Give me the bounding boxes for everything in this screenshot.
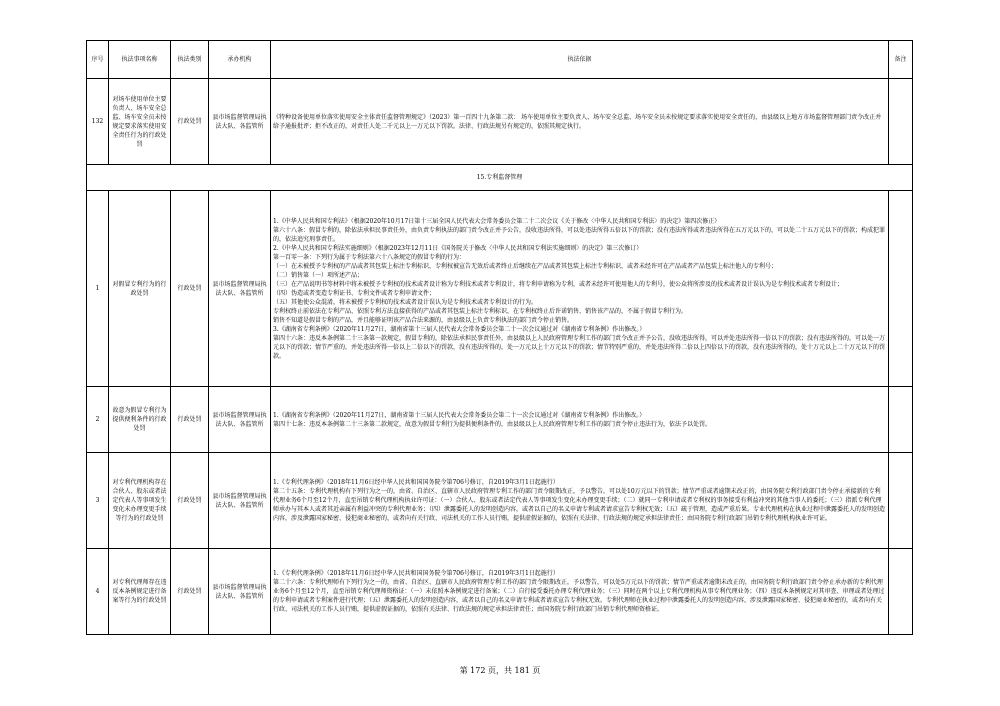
basis-paragraph: 销售不知道是假冒专利的产品，并且能够证明该产品合法来源的，由县级以上负责专利执法的部门责令停止销售。 bbox=[273, 316, 574, 324]
remarks bbox=[889, 549, 913, 635]
handling-agency: 县市场监督管理局执法大队、各监管所 bbox=[209, 79, 271, 165]
basis-paragraph: 1.《专利代理条例》（2018年11月6日经中华人民共和国国务院令第706号修订，自2019年3月1日起施行） bbox=[273, 570, 559, 577]
enforcement-category: 行政处罚 bbox=[171, 387, 209, 453]
item-name: 对专利代理机构存在合伙人、股东或者法定代表人等事项发生变化未办理变更手续等行为的行政处罚 bbox=[109, 453, 171, 549]
basis-paragraph: （二）销售第（一）项所述产品； bbox=[273, 271, 364, 279]
item-name: 对假冒专利行为的行政处罚 bbox=[109, 191, 171, 387]
enforcement-category: 行政处罚 bbox=[171, 191, 209, 387]
basis-paragraph: （三）在产品说明书等材料中将未被授予专利权的技术或者设计称为专利技术或者专利设计，将专利申请称为专利，或者未经许可使用他人的专利号，使公众将所涉及的技术或者设计误认为是专利技术或者专利设计； bbox=[273, 280, 844, 288]
handling-agency: 县市场监督管理局执法大队、各监管所 bbox=[209, 549, 271, 635]
basis-paragraph: 1.《湖南省专利条例》（2020年11月27日，湖南省第十三届人民代表大会常务委员会第二十一次会议通过对《湖南省专利条例》作出修改。） bbox=[273, 411, 646, 419]
enforcement-basis bbox=[271, 79, 889, 165]
table-row bbox=[87, 549, 913, 635]
row-number: 3 bbox=[87, 453, 109, 549]
basis-paragraph: 《特种设备使用单位落实使用安全主体责任监督管理规定》（2023）第一百四十九条第二款： 场车使用单位主要负责人、场车安全总监、场车安全员未按规定要求落实使用安全责任的，由县级以上地方市场监督管理部门责令改正并给予通报批评；拒不改正的，对责任人处二千元以上一万元以下罚款。法律、行政法规另有规定的，依照其规定执行。 bbox=[273, 113, 882, 130]
header-row bbox=[87, 41, 913, 79]
handling-agency: 县市场监督管理局执法大队、各监管所 bbox=[209, 453, 271, 549]
basis-paragraph: （四）伪造或者变造专利证书、专利文件或者专利申请文件； bbox=[273, 289, 436, 297]
basis-paragraph: 1.《专利代理条例》（2018年11月6日经中华人民共和国国务院令第706号修订，自2019年3月1日起施行） bbox=[273, 479, 559, 486]
table-row bbox=[87, 453, 913, 549]
remarks bbox=[889, 387, 913, 453]
enforcement-table bbox=[86, 40, 913, 635]
enforcement-category: 行政处罚 bbox=[171, 453, 209, 549]
basis-paragraph: 2.《中华人民共和国专利法实施细则》（根据2023年12月11日《国务院关于修改〈中华人民共和国专利法实施细则〉的决定》第三次修订） bbox=[273, 244, 643, 252]
header-no: 序号 bbox=[87, 41, 109, 79]
remarks bbox=[889, 79, 913, 165]
handling-agency: 县市场监督管理局执法大队、各监管所 bbox=[209, 191, 271, 387]
table-row bbox=[87, 387, 913, 453]
header-agency: 承办机构 bbox=[209, 41, 271, 79]
table-row bbox=[87, 79, 913, 165]
row-number: 1 bbox=[87, 191, 109, 387]
table-row bbox=[87, 191, 913, 387]
enforcement-basis bbox=[271, 549, 889, 635]
header-note: 备注 bbox=[889, 41, 913, 79]
basis-paragraph: （五）其他使公众混淆，将未被授予专利权的技术或者设计误认为是专利技术或者专利设计的行为。 bbox=[273, 298, 538, 306]
remarks bbox=[889, 453, 913, 549]
basis-paragraph: 第六十八条：假冒专利的，除依法承担民事责任外，由负责专利执法的部门责令改正并予公告，没收违法所得，可以处违法所得五倍以下的罚款；没有违法所得或者违法所得在五万元以下的，可以处二十五万元以下的罚款；构成犯罪的，依法追究刑事责任。 bbox=[273, 226, 886, 243]
item-name: 对专利代理师存在违反本条例规定进行备案等行为的行政处罚 bbox=[109, 549, 171, 635]
remarks bbox=[889, 191, 913, 387]
row-number: 132 bbox=[87, 79, 109, 165]
basis-paragraph: （一）在未被授予专利权的产品或者其包装上标注专利标识，专利权被宣告无效后或者终止后继续在产品或者其包装上标注专利标识，或者未经许可在产品或者产品包装上标注他人的专利号； bbox=[273, 262, 778, 270]
enforcement-basis bbox=[271, 453, 889, 549]
header-category: 执法类别 bbox=[171, 41, 209, 79]
section-title: 15.专利监督管理 bbox=[87, 165, 913, 191]
enforcement-basis bbox=[271, 191, 889, 387]
basis-paragraph: 第二十五条：专利代理机构有下列行为之一的，由省、自治区、直辖市人民政府管理专利工作的部门责令限期改正，予以警告，可以处10万元以下的罚款；情节严重或者逾期未改正的，由国务院专利行政部门责令停止承接新的专利代理业务6个月至12个月，直至吊销专利代理机构执业许可证：（一）合伙人、股东或者法定代表人等事项发生变化未办理变更手续；（二）就同一专利申请或者专利权的事务接受有利益冲突的其他当事人的委托；（三）指派专利代理师承办与其本人或者其近亲属有利益冲突的专利代理业务；（四）泄露委托人的发明创造内容，或者以自己的名义申请专利或者请求宣告专利权无效；（五）疏于管理，造成严重后果。专业代理机构在执业过程中泄露委托人的发明创造内容，涉及泄露国家秘密、侵犯商业秘密的，或者向有关行政、司法机关的工作人员行贿，提供虚假证据的，依照有关法律、行政法规的规定承担法律责任；由国务院专利行政部门吊销专利代理机构执业许可证。 bbox=[273, 488, 886, 522]
basis-paragraph: 第二十六条：专利代理师有下列行为之一的，由省、自治区、直辖市人民政府管理专利工作的部门责令限期改正，予以警告，可以处5万元以下的罚款；情节严重或者逾期未改正的，由国务院专利行政部门责令停止承办新的专利代理业务6个月至12个月，直至吊销专利代理师资格证：（一）未依照本条例规定进行备案；（二）自行接受委托办理专利代理业务；（三）同时在两个以上专利代理机构从事专利代理业务；（四）违反本条例规定对其审查、审理或者处理过的专利申请或者专利案件进行代理；（五）泄露委托人的发明创造内容，或者以自己的名义申请专利或者请求宣告专利权无效。专利代理师在执业过程中泄露委托人的发明创造内容，涉及泄露国家秘密、侵犯商业秘密的，或者向有关行政、司法机关的工作人员行贿，提供虚假证据的，依照有关法律、行政法规的规定承担法律责任；由国务院专利行政部门吊销专利代理师资格证。 bbox=[273, 579, 885, 613]
enforcement-category: 行政处罚 bbox=[171, 79, 209, 165]
basis-paragraph: 第四十七条：违反本条例第二十三条第二款规定，故意为假冒专利行为提供便利条件的，由县级以上人民政府管理专利工作的部门责令停止违法行为，依法予以处罚。 bbox=[273, 420, 712, 428]
item-name: 故意为假冒专利行为提供便利条件的行政处罚 bbox=[109, 387, 171, 453]
item-name: 对场车使用单位主要负责人、场车安全总监、场车安全员未按规定要求落实使用安全责任行为的行政处罚 bbox=[109, 79, 171, 165]
header-name: 执法事项名称 bbox=[109, 41, 171, 79]
basis-paragraph: 1.《中华人民共和国专利法》（根据2020年10月17日第十三届全国人民代表大会常务委员会第二十二次会议《关于修改〈中华人民共和国专利法〉的决定》第四次修正） bbox=[273, 217, 721, 225]
handling-agency: 县市场监督管理局执法大队、各监管所 bbox=[209, 387, 271, 453]
header-basis: 执法依据 bbox=[271, 41, 889, 79]
enforcement-basis bbox=[271, 387, 889, 453]
basis-paragraph: 第四十六条：违反本条例第二十三条第一款规定，假冒专利的，除依法承担民事责任外，由县级以上人民政府管理专利工作的部门责令改正并予公告，没收违法所得，可以并处违法所得一倍以下的罚款；没有违法所得的，可以处一万元以下的罚款；情节严重的，并处违法所得一倍以上二倍以下的罚款，没有违法所得的，处一万元以上十万元以下的罚款；情节特别严重的，并处违法所得二倍以上四倍以下的罚款，没有违法所得的，处十万元以上二十万元以下的罚款。 bbox=[273, 334, 886, 360]
section-row bbox=[87, 165, 913, 191]
basis-paragraph: 专利权终止前依法在专利产品、依照专利方法直接获得的产品或者其包装上标注专利标识，在专利权终止后许诺销售、销售该产品的，不属于假冒专利行为。 bbox=[273, 307, 688, 315]
basis-paragraph: 第一百零一条：下列行为属于专利法第六十八条规定的假冒专利的行为： bbox=[273, 253, 466, 261]
enforcement-category: 行政处罚 bbox=[171, 549, 209, 635]
row-number: 4 bbox=[87, 549, 109, 635]
page-footer: 第 172 页，共 181 页 bbox=[459, 666, 541, 675]
basis-paragraph: 3.《湖南省专利条例》（2020年11月27日，湖南省第十三届人民代表大会常务委员会第二十一次会议通过对《湖南省专利条例》作出修改。） bbox=[273, 325, 646, 333]
row-number: 2 bbox=[87, 387, 109, 453]
